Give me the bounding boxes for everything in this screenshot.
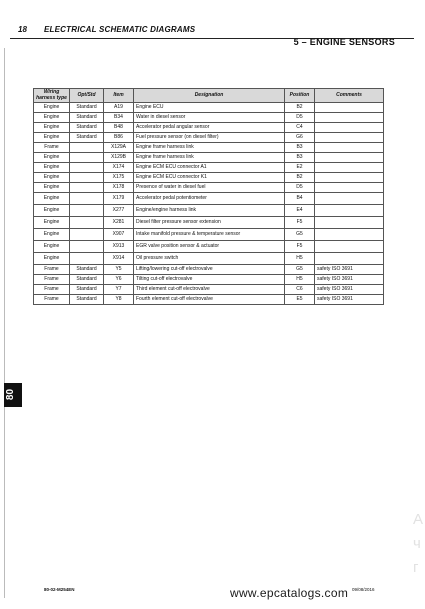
cell-item: X913 bbox=[104, 241, 134, 253]
cell-wiring-harness-type: Engine bbox=[34, 113, 70, 123]
cell-item: B48 bbox=[104, 123, 134, 133]
cell-comments: safety ISO 3691 bbox=[315, 275, 384, 285]
cell-wiring-harness-type: Frame bbox=[34, 285, 70, 295]
table-row bbox=[34, 123, 384, 133]
cell-opt-std bbox=[70, 253, 104, 265]
table-row bbox=[34, 193, 384, 205]
document-title: ELECTRICAL SCHEMATIC DIAGRAMS bbox=[44, 25, 196, 34]
cell-item: A19 bbox=[104, 103, 134, 113]
cell-comments bbox=[315, 103, 384, 113]
cell-position: E5 bbox=[285, 295, 315, 305]
table-row bbox=[34, 285, 384, 295]
cell-wiring-harness-type: Engine bbox=[34, 241, 70, 253]
cell-item: Y6 bbox=[104, 275, 134, 285]
cell-position: B4 bbox=[285, 193, 315, 205]
cell-wiring-harness-type: Engine bbox=[34, 183, 70, 193]
cell-opt-std bbox=[70, 183, 104, 193]
cell-position: G5 bbox=[285, 229, 315, 241]
cell-wiring-harness-type: Frame bbox=[34, 143, 70, 153]
cell-position: D5 bbox=[285, 113, 315, 123]
cell-designation: Engine ECM ECU connector A1 bbox=[134, 163, 285, 173]
engine-sensors-table bbox=[33, 88, 384, 305]
table-body bbox=[34, 103, 384, 305]
cell-opt-std: Standard bbox=[70, 295, 104, 305]
cell-position: G5 bbox=[285, 265, 315, 275]
cell-item: Y5 bbox=[104, 265, 134, 275]
cell-wiring-harness-type: Engine bbox=[34, 123, 70, 133]
cell-designation: Engine frame harness link bbox=[134, 143, 285, 153]
cell-wiring-harness-type: Engine bbox=[34, 133, 70, 143]
cell-item: Y7 bbox=[104, 285, 134, 295]
cell-designation: Fuel pressure sensor (on diesel filter) bbox=[134, 133, 285, 143]
cell-item: X914 bbox=[104, 253, 134, 265]
cell-item: X174 bbox=[104, 163, 134, 173]
cell-position: F5 bbox=[285, 217, 315, 229]
cell-position: E4 bbox=[285, 205, 315, 217]
table-row bbox=[34, 173, 384, 183]
cell-designation: Engine ECM ECU connector K1 bbox=[134, 173, 285, 183]
chapter-tab-label: 80 bbox=[5, 388, 17, 401]
cell-wiring-harness-type: Engine bbox=[34, 229, 70, 241]
cell-comments bbox=[315, 229, 384, 241]
cell-comments bbox=[315, 241, 384, 253]
cell-opt-std: Standard bbox=[70, 275, 104, 285]
cell-position: B3 bbox=[285, 143, 315, 153]
cell-opt-std bbox=[70, 229, 104, 241]
cell-designation: EGR valve position sensor & actuator bbox=[134, 241, 285, 253]
table-row bbox=[34, 153, 384, 163]
cell-item: B34 bbox=[104, 113, 134, 123]
cell-wiring-harness-type: Frame bbox=[34, 275, 70, 285]
cell-wiring-harness-type: Engine bbox=[34, 205, 70, 217]
table-row bbox=[34, 143, 384, 153]
table-header-row bbox=[34, 89, 384, 103]
cell-designation: Fourth element cut-off electrovalve bbox=[134, 295, 285, 305]
table-row bbox=[34, 133, 384, 143]
cell-comments bbox=[315, 205, 384, 217]
cell-item: X129A bbox=[104, 143, 134, 153]
cell-wiring-harness-type: Frame bbox=[34, 265, 70, 275]
table-row bbox=[34, 217, 384, 229]
cell-designation: Lifting/lowering cut-off electrovalve bbox=[134, 265, 285, 275]
cell-comments: safety ISO 3691 bbox=[315, 295, 384, 305]
cell-opt-std bbox=[70, 173, 104, 183]
column-header-position: Position bbox=[285, 89, 315, 103]
faded-edge-text bbox=[413, 508, 423, 580]
table-row bbox=[34, 253, 384, 265]
cell-position: E2 bbox=[285, 163, 315, 173]
cell-position: C6 bbox=[285, 285, 315, 295]
cell-designation: Engine frame harness link bbox=[134, 153, 285, 163]
page-header bbox=[0, 22, 425, 38]
cell-comments bbox=[315, 193, 384, 205]
cell-opt-std: Standard bbox=[70, 265, 104, 275]
cell-wiring-harness-type: Engine bbox=[34, 163, 70, 173]
cell-item: X907 bbox=[104, 229, 134, 241]
table-row bbox=[34, 275, 384, 285]
cell-item: X129B bbox=[104, 153, 134, 163]
cell-position: C4 bbox=[285, 123, 315, 133]
cell-opt-std: Standard bbox=[70, 133, 104, 143]
cell-position: B2 bbox=[285, 173, 315, 183]
cell-comments bbox=[315, 143, 384, 153]
column-header-wiring-harness-type: Wiring harness type bbox=[34, 89, 70, 103]
cell-opt-std bbox=[70, 153, 104, 163]
table-row bbox=[34, 103, 384, 113]
cell-item: X277 bbox=[104, 205, 134, 217]
cell-item: X175 bbox=[104, 173, 134, 183]
faded-edge-text-content: A ч г bbox=[413, 511, 424, 576]
cell-designation: Intake manifold pressure & temperature sensor bbox=[134, 229, 285, 241]
cell-designation: Tilting cut-off electrovalve bbox=[134, 275, 285, 285]
table-row bbox=[34, 295, 384, 305]
cell-comments bbox=[315, 173, 384, 183]
cell-wiring-harness-type: Engine bbox=[34, 193, 70, 205]
cell-position: B3 bbox=[285, 153, 315, 163]
column-header-opt-std: Opt/Std bbox=[70, 89, 104, 103]
table-row bbox=[34, 163, 384, 173]
cell-item: B86 bbox=[104, 133, 134, 143]
section-title: 5 – ENGINE SENSORS bbox=[293, 37, 395, 47]
cell-item: X178 bbox=[104, 183, 134, 193]
cell-designation: Accelerator pedal potentiometer bbox=[134, 193, 285, 205]
cell-opt-std: Standard bbox=[70, 285, 104, 295]
cell-designation: Engine/engine harness link bbox=[134, 205, 285, 217]
table-row bbox=[34, 265, 384, 275]
chapter-tab bbox=[4, 383, 22, 407]
cell-position: H5 bbox=[285, 275, 315, 285]
cell-wiring-harness-type: Engine bbox=[34, 253, 70, 265]
cell-comments bbox=[315, 133, 384, 143]
cell-opt-std: Standard bbox=[70, 113, 104, 123]
table-row bbox=[34, 241, 384, 253]
cell-comments: safety ISO 3691 bbox=[315, 285, 384, 295]
column-header-designation: Designation bbox=[134, 89, 285, 103]
cell-comments bbox=[315, 183, 384, 193]
cell-opt-std bbox=[70, 241, 104, 253]
cell-position: H5 bbox=[285, 253, 315, 265]
cell-opt-std bbox=[70, 205, 104, 217]
column-header-item: Item bbox=[104, 89, 134, 103]
cell-opt-std bbox=[70, 143, 104, 153]
cell-position: B2 bbox=[285, 103, 315, 113]
cell-item: Y8 bbox=[104, 295, 134, 305]
cell-designation: Third element cut-off electrovalve bbox=[134, 285, 285, 295]
cell-comments bbox=[315, 153, 384, 163]
cell-wiring-harness-type: Engine bbox=[34, 217, 70, 229]
cell-opt-std bbox=[70, 193, 104, 205]
cell-opt-std: Standard bbox=[70, 103, 104, 113]
cell-wiring-harness-type: Engine bbox=[34, 153, 70, 163]
cell-item: X179 bbox=[104, 193, 134, 205]
cell-wiring-harness-type: Frame bbox=[34, 295, 70, 305]
cell-item: X281 bbox=[104, 217, 134, 229]
cell-opt-std bbox=[70, 217, 104, 229]
cell-comments bbox=[315, 217, 384, 229]
cell-comments bbox=[315, 163, 384, 173]
margin-rule bbox=[4, 48, 5, 598]
cell-designation: Engine ECU bbox=[134, 103, 285, 113]
cell-designation: Oil pressure switch bbox=[134, 253, 285, 265]
cell-wiring-harness-type: Engine bbox=[34, 173, 70, 183]
cell-position: F5 bbox=[285, 241, 315, 253]
cell-designation: Presence of water in diesel fuel bbox=[134, 183, 285, 193]
page-number: 18 bbox=[18, 25, 27, 34]
cell-position: D5 bbox=[285, 183, 315, 193]
cell-designation: Accelerator pedal angular sensor bbox=[134, 123, 285, 133]
cell-opt-std: Standard bbox=[70, 123, 104, 133]
cell-opt-std bbox=[70, 163, 104, 173]
cell-position: G6 bbox=[285, 133, 315, 143]
table-row bbox=[34, 113, 384, 123]
cell-comments bbox=[315, 253, 384, 265]
column-header-comments: Comments bbox=[315, 89, 384, 103]
cell-designation: Water in diesel sensor bbox=[134, 113, 285, 123]
cell-comments bbox=[315, 113, 384, 123]
cell-designation: Diesel filter pressure sensor extension bbox=[134, 217, 285, 229]
table-row bbox=[34, 229, 384, 241]
cell-comments bbox=[315, 123, 384, 133]
watermark-url: www.epcatalogs.com bbox=[230, 586, 349, 600]
cell-wiring-harness-type: Engine bbox=[34, 103, 70, 113]
footer-date: 09/08/2016 bbox=[352, 587, 375, 592]
footer-doc-code: 80-02-M254EN bbox=[44, 587, 75, 592]
table-row bbox=[34, 205, 384, 217]
cell-comments: safety ISO 3691 bbox=[315, 265, 384, 275]
table-row bbox=[34, 183, 384, 193]
